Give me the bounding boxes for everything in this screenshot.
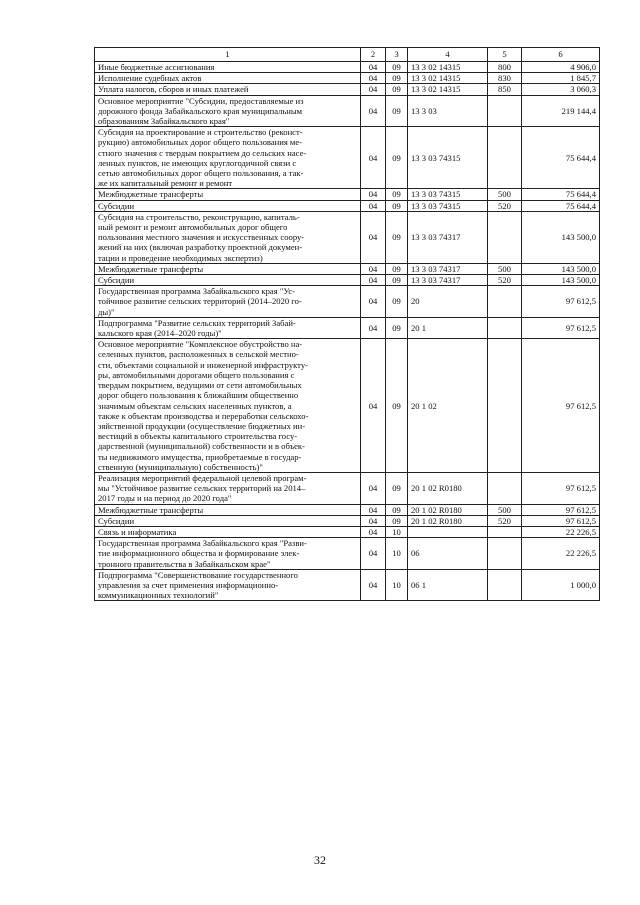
table-row: [95, 189, 600, 200]
table-row: [95, 84, 600, 95]
cell-target-code: 20 1 02 R0180: [408, 472, 488, 504]
cell-expense-type: 830: [488, 73, 522, 84]
header-cell-pr: 3: [386, 48, 408, 62]
cell-target-code: 13 3 03 74315: [408, 200, 488, 211]
cell-amount: 219 144,4: [522, 95, 600, 127]
table-row: [95, 211, 600, 263]
cell-target-code: 13 3 03 74315: [408, 127, 488, 189]
cell-subsection: 10: [386, 526, 408, 537]
cell-target-code: 13 3 03 74317: [408, 275, 488, 286]
cell-amount: 22 226,5: [522, 538, 600, 570]
cell-name: Реализация мероприятий федеральной целевой програм- мы "Устойчивое развитие сельских территорий на 2014– 2017 годы и на период до 2020 года": [95, 472, 361, 504]
table-row: [95, 569, 600, 601]
cell-target-code: 13 3 03: [408, 95, 488, 127]
cell-amount: 97 612,5: [522, 515, 600, 526]
header-cell-vr: 5: [488, 48, 522, 62]
cell-amount: 75 644,4: [522, 127, 600, 189]
cell-subsection: 09: [386, 84, 408, 95]
cell-name: Межбюджетные трансферты: [95, 263, 361, 274]
cell-expense-type: 520: [488, 515, 522, 526]
table-row: [95, 472, 600, 504]
cell-name: Основное мероприятие "Субсидии, предоставляемые из дорожного фонда Забайкальского края муниципальным образованиям Забайкальского края": [95, 95, 361, 127]
cell-section: 04: [361, 275, 386, 286]
cell-expense-type: 800: [488, 62, 522, 73]
cell-name: Связь и информатика: [95, 526, 361, 537]
cell-expense-type: 500: [488, 189, 522, 200]
cell-amount: 143 500,0: [522, 263, 600, 274]
table-header-row: [95, 48, 600, 62]
cell-expense-type: 520: [488, 200, 522, 211]
cell-subsection: 09: [386, 263, 408, 274]
cell-section: 04: [361, 472, 386, 504]
cell-name: Субсидия на строительство, реконструкцию, капиталь- ный ремонт и ремонт автомобильных дорог общего пользования местного значения и искусственных соору- жений на них (включая разработку проектной докумен- тации и проведение необходимых экспертиз): [95, 211, 361, 263]
cell-expense-type: [488, 526, 522, 537]
cell-subsection: 10: [386, 569, 408, 601]
table-row: [95, 200, 600, 211]
cell-subsection: 09: [386, 62, 408, 73]
cell-section: 04: [361, 263, 386, 274]
cell-amount: 143 500,0: [522, 275, 600, 286]
cell-amount: 75 644,4: [522, 189, 600, 200]
cell-section: 04: [361, 73, 386, 84]
cell-expense-type: [488, 339, 522, 473]
cell-amount: 1 845,7: [522, 73, 600, 84]
cell-target-code: 20 1 02: [408, 339, 488, 473]
cell-name: Межбюджетные трансферты: [95, 504, 361, 515]
cell-name: Подпрограмма "Совершенствование государственного управления за счет применения информационно- коммуникационных технологий": [95, 569, 361, 601]
cell-target-code: 13 3 02 14315: [408, 84, 488, 95]
cell-name: Уплата налогов, сборов и иных платежей: [95, 84, 361, 95]
cell-section: 04: [361, 339, 386, 473]
cell-name: Подпрограмма "Развитие сельских территорий Забай- кальского края (2014–2020 годы)": [95, 317, 361, 338]
cell-expense-type: 520: [488, 275, 522, 286]
cell-amount: 97 612,5: [522, 339, 600, 473]
cell-name: Субсидия на проектирование и строительство (реконст- рукцию) автомобильных дорог общего пользования ме- стного значения с твердым покрытием до сельских насе- ленных пунктов, не имеющих круглогодичной связи с сетью автомобильных дорог общего пользования, а так- же их капитальный ремонт и ремонт: [95, 127, 361, 189]
cell-name: Субсидии: [95, 515, 361, 526]
page-number: 32: [314, 853, 326, 867]
cell-section: 04: [361, 286, 386, 318]
header-cell-name: 1: [95, 48, 361, 62]
table-row: [95, 275, 600, 286]
cell-subsection: 09: [386, 211, 408, 263]
cell-target-code: 13 3 02 14315: [408, 62, 488, 73]
table-row: [95, 339, 600, 473]
cell-subsection: 09: [386, 127, 408, 189]
cell-target-code: 20: [408, 286, 488, 318]
cell-amount: 1 000,0: [522, 569, 600, 601]
cell-amount: 75 644,4: [522, 200, 600, 211]
header-cell-rz: 2: [361, 48, 386, 62]
cell-expense-type: 500: [488, 504, 522, 515]
cell-subsection: 09: [386, 472, 408, 504]
cell-target-code: 13 3 03 74317: [408, 263, 488, 274]
cell-section: 04: [361, 504, 386, 515]
cell-subsection: 09: [386, 504, 408, 515]
cell-name: Субсидии: [95, 275, 361, 286]
table-row: [95, 504, 600, 515]
cell-subsection: 09: [386, 339, 408, 473]
cell-target-code: 06 1: [408, 569, 488, 601]
cell-subsection: 09: [386, 189, 408, 200]
table-body: [95, 62, 600, 601]
cell-name: Основное мероприятие "Комплексное обустройство на- селенных пунктов, расположенных в сельской местно- сти, объектами социальной и инженерной инфраструкту- ры, автомобильными дорогами общего пользования с твердым покрытием, ведущими от сети автомобильных дорог общего пользования к ближайшим общественно значимым объектам сельских населенных пунктов, а также к объектам производства и переработки сельскохо- зяйственной продукции (осуществление бюджетных ин- вестиций в объекты капитального строительства госу- дарственной (муниципальной) собственности и в объек- ты недвижимого имущества, приобретаемые в государ- ственную (муниципальную) собственность)": [95, 339, 361, 473]
cell-target-code: [408, 526, 488, 537]
cell-section: 04: [361, 84, 386, 95]
cell-section: 04: [361, 127, 386, 189]
header-cell-csr: 4: [408, 48, 488, 62]
cell-expense-type: [488, 569, 522, 601]
cell-subsection: 09: [386, 317, 408, 338]
cell-subsection: 09: [386, 73, 408, 84]
cell-subsection: 09: [386, 200, 408, 211]
table-row: [95, 538, 600, 570]
cell-target-code: 13 3 02 14315: [408, 73, 488, 84]
cell-amount: 97 612,5: [522, 504, 600, 515]
cell-target-code: 20 1 02 R0180: [408, 504, 488, 515]
cell-name: Иные бюджетные ассигнования: [95, 62, 361, 73]
cell-expense-type: [488, 317, 522, 338]
cell-amount: 97 612,5: [522, 472, 600, 504]
table-row: [95, 95, 600, 127]
cell-section: 04: [361, 317, 386, 338]
cell-expense-type: [488, 95, 522, 127]
cell-target-code: 20 1: [408, 317, 488, 338]
cell-expense-type: 500: [488, 263, 522, 274]
cell-target-code: 13 3 03 74315: [408, 189, 488, 200]
budget-table: [94, 47, 600, 601]
cell-expense-type: 850: [488, 84, 522, 95]
cell-section: 04: [361, 211, 386, 263]
cell-amount: 97 612,5: [522, 317, 600, 338]
cell-expense-type: [488, 538, 522, 570]
cell-subsection: 09: [386, 275, 408, 286]
cell-section: 04: [361, 189, 386, 200]
cell-target-code: 20 1 02 R0180: [408, 515, 488, 526]
cell-subsection: 09: [386, 286, 408, 318]
cell-section: 04: [361, 200, 386, 211]
table-row: [95, 127, 600, 189]
cell-name: Государственная программа Забайкальского края "Ус- тойчивое развитие сельских территорий (2014–2020 го- ды)": [95, 286, 361, 318]
cell-amount: 3 060,3: [522, 84, 600, 95]
table-row: [95, 286, 600, 318]
cell-name: Субсидии: [95, 200, 361, 211]
cell-name: Исполнение судебных актов: [95, 73, 361, 84]
cell-section: 04: [361, 526, 386, 537]
cell-expense-type: [488, 127, 522, 189]
cell-expense-type: [488, 286, 522, 318]
cell-target-code: 13 3 03 74317: [408, 211, 488, 263]
cell-section: 04: [361, 569, 386, 601]
cell-name: Государственная программа Забайкальского края "Разви- тие информационного общества и формирование элек- тронного правительства в Забайкальском крае": [95, 538, 361, 570]
cell-amount: 22 226,5: [522, 526, 600, 537]
cell-amount: 97 612,5: [522, 286, 600, 318]
cell-subsection: 09: [386, 515, 408, 526]
cell-section: 04: [361, 515, 386, 526]
cell-target-code: 06: [408, 538, 488, 570]
table-row: [95, 62, 600, 73]
table-row: [95, 526, 600, 537]
cell-amount: 143 500,0: [522, 211, 600, 263]
cell-subsection: 09: [386, 95, 408, 127]
cell-expense-type: [488, 211, 522, 263]
cell-section: 04: [361, 95, 386, 127]
table-row: [95, 263, 600, 274]
cell-section: 04: [361, 538, 386, 570]
table-row: [95, 515, 600, 526]
cell-section: 04: [361, 62, 386, 73]
header-cell-amount: 6: [522, 48, 600, 62]
cell-amount: 4 906,0: [522, 62, 600, 73]
table-row: [95, 73, 600, 84]
cell-expense-type: [488, 472, 522, 504]
cell-name: Межбюджетные трансферты: [95, 189, 361, 200]
table-row: [95, 317, 600, 338]
cell-subsection: 10: [386, 538, 408, 570]
